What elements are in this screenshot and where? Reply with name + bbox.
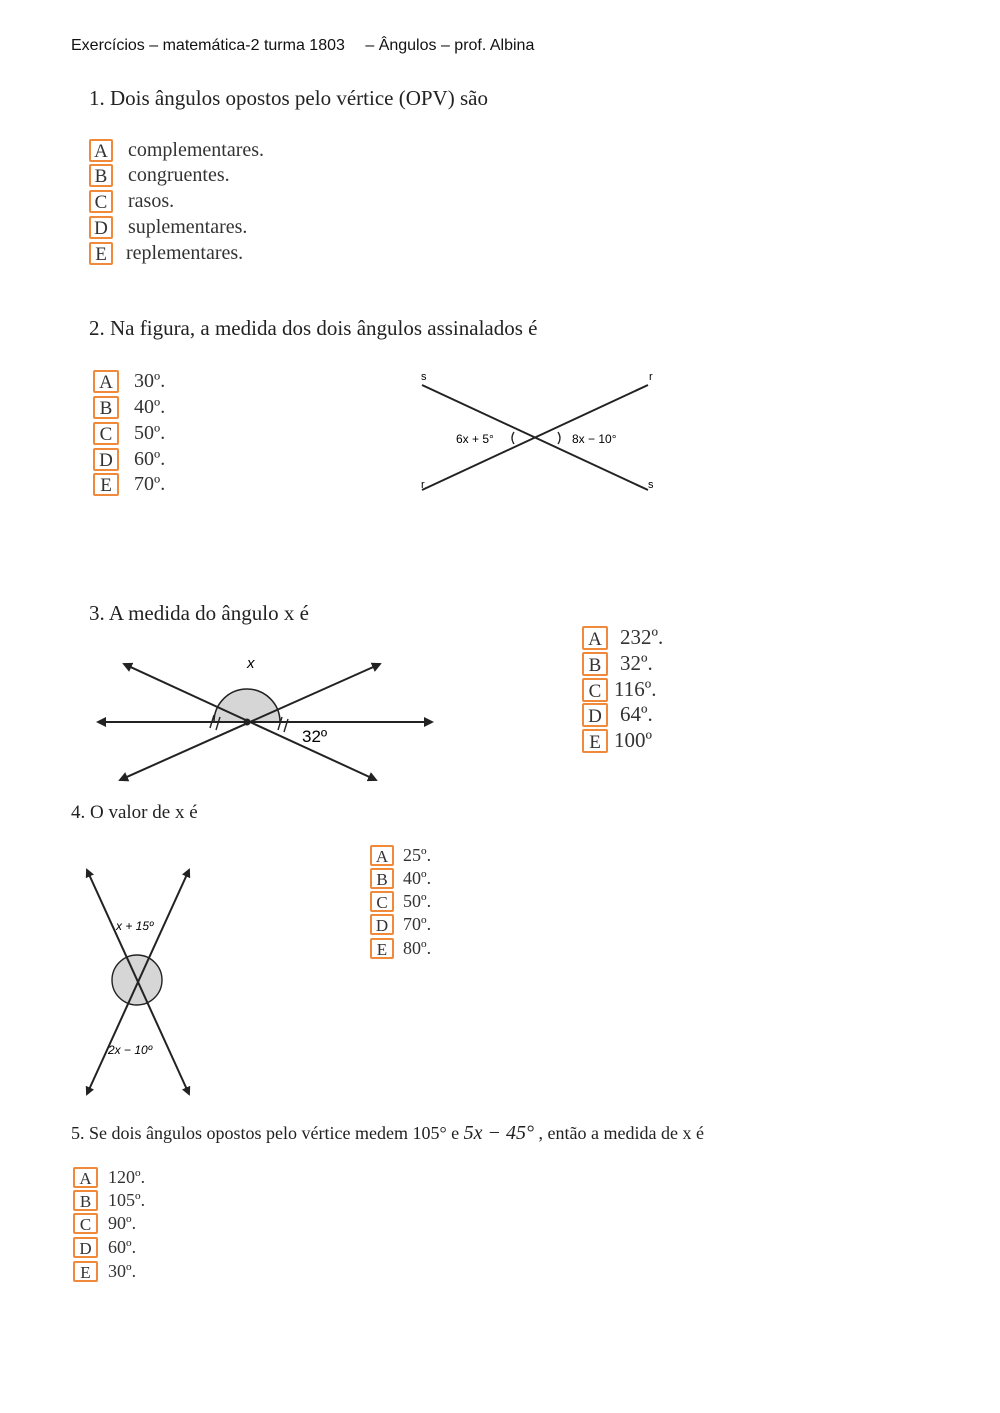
q1-option-d-letter[interactable]: D bbox=[89, 216, 113, 239]
q1-option-a[interactable] bbox=[89, 139, 264, 162]
q1-option-a-text: complementares. bbox=[128, 139, 265, 161]
q2-option-c[interactable] bbox=[93, 422, 165, 445]
q3-option-b-text: 32º. bbox=[620, 651, 653, 675]
q4-option-e-letter[interactable]: E bbox=[370, 938, 394, 959]
q3-option-d[interactable] bbox=[582, 702, 653, 727]
q4-option-c-text: 50º. bbox=[403, 891, 432, 911]
q4-option-e-text: 80º. bbox=[403, 938, 432, 958]
q2-option-b-letter[interactable]: B bbox=[93, 396, 119, 419]
q5-text-start: 5. Se dois ângulos opostos pelo vértice medem 105° e bbox=[71, 1123, 464, 1143]
q4-angle-top-label: x + 15º bbox=[116, 919, 154, 933]
q4-option-b-text: 40º. bbox=[403, 868, 432, 888]
q5-math: 5x − 45° bbox=[463, 1122, 535, 1144]
q4-option-b[interactable] bbox=[370, 868, 431, 889]
q2-option-a-text: 30º. bbox=[134, 370, 166, 392]
q5-option-b-letter[interactable]: B bbox=[73, 1190, 98, 1211]
q3-option-c-text: 116º. bbox=[614, 677, 657, 701]
q2-option-d[interactable] bbox=[93, 448, 165, 471]
q3-option-b[interactable] bbox=[582, 651, 653, 676]
q1-option-c[interactable] bbox=[89, 190, 174, 213]
q2-angle-left-label: 6x + 5° bbox=[456, 432, 494, 446]
q5-option-e[interactable] bbox=[73, 1261, 136, 1282]
q5-option-e-text: 30º. bbox=[108, 1261, 137, 1281]
q1-option-e-text: replementares. bbox=[126, 242, 244, 264]
header-topic: – Ângulos – prof. Albina bbox=[365, 37, 535, 54]
q5-option-d-text: 60º. bbox=[108, 1237, 137, 1257]
q3-option-a-text: 232º. bbox=[620, 625, 664, 649]
q3-option-d-letter[interactable]: D bbox=[582, 703, 608, 727]
question-3-text: 3. A medida do ângulo x é bbox=[89, 601, 309, 625]
q3-option-c-letter[interactable]: C bbox=[582, 678, 608, 702]
q3-label-32: 32º bbox=[302, 727, 328, 746]
question-5-text bbox=[71, 1122, 704, 1145]
q2-option-a[interactable] bbox=[93, 370, 165, 393]
q5-option-b-text: 105º. bbox=[108, 1190, 146, 1210]
page-header bbox=[71, 37, 534, 55]
q3-label-x: x bbox=[247, 655, 255, 672]
q2-option-e-letter[interactable]: E bbox=[93, 473, 119, 496]
q1-option-d-text: suplementares. bbox=[128, 216, 248, 238]
q2-label-s-top: s bbox=[421, 371, 427, 383]
q5-option-c[interactable] bbox=[73, 1213, 136, 1234]
q5-option-d[interactable] bbox=[73, 1237, 136, 1258]
q4-option-d-letter[interactable]: D bbox=[370, 914, 394, 935]
q2-option-d-letter[interactable]: D bbox=[93, 448, 119, 471]
q1-option-d[interactable] bbox=[89, 216, 247, 239]
q4-option-a[interactable] bbox=[370, 845, 431, 866]
q1-option-c-letter[interactable]: C bbox=[89, 190, 113, 213]
q2-label-r-bottom: r bbox=[421, 479, 425, 491]
q2-option-e-text: 70º. bbox=[134, 473, 166, 495]
q3-vertex bbox=[244, 719, 251, 726]
q2-label-r-top: r bbox=[649, 371, 653, 383]
q4-option-d-text: 70º. bbox=[403, 914, 432, 934]
q3-option-e-letter[interactable]: E bbox=[582, 729, 608, 753]
q2-option-b-text: 40º. bbox=[134, 396, 166, 418]
q5-option-c-text: 90º. bbox=[108, 1213, 137, 1233]
q2-angle-right-label: 8x − 10° bbox=[572, 432, 617, 446]
q4-figure-crossed-lines bbox=[75, 862, 205, 1102]
q5-text-end: , então a medida de x é bbox=[534, 1123, 704, 1143]
q5-option-d-letter[interactable]: D bbox=[73, 1237, 98, 1258]
question-4-text: 4. O valor de x é bbox=[71, 802, 198, 823]
q3-figure-three-lines bbox=[90, 648, 440, 790]
q2-option-d-text: 60º. bbox=[134, 448, 166, 470]
q1-option-c-text: rasos. bbox=[128, 190, 175, 212]
q2-option-c-text: 50º. bbox=[134, 422, 166, 444]
q1-option-b[interactable] bbox=[89, 164, 230, 187]
q2-option-c-letter[interactable]: C bbox=[93, 422, 119, 445]
header-course: Exercícios – matemática-2 turma 1803 bbox=[71, 37, 345, 54]
q5-option-a-letter[interactable]: A bbox=[73, 1167, 98, 1188]
q1-option-e-letter[interactable]: E bbox=[89, 242, 113, 265]
q3-option-e[interactable] bbox=[582, 728, 652, 753]
q2-angle-arc-left bbox=[512, 432, 514, 444]
q3-option-a-letter[interactable]: A bbox=[582, 626, 608, 650]
q2-label-s-bottom: s bbox=[648, 479, 654, 491]
q5-option-e-letter[interactable]: E bbox=[73, 1261, 98, 1282]
question-1-text: 1. Dois ângulos opostos pelo vértice (OPV) são bbox=[89, 86, 488, 110]
q1-option-a-letter[interactable]: A bbox=[89, 139, 113, 162]
q3-angle-x-shaded bbox=[214, 689, 280, 722]
q3-option-b-letter[interactable]: B bbox=[582, 652, 608, 676]
q5-option-c-letter[interactable]: C bbox=[73, 1213, 98, 1234]
q3-option-a[interactable] bbox=[582, 625, 663, 650]
q2-option-a-letter[interactable]: A bbox=[93, 370, 119, 393]
q5-option-a-text: 120º. bbox=[108, 1167, 146, 1187]
q4-option-c-letter[interactable]: C bbox=[370, 891, 394, 912]
q1-option-b-letter[interactable]: B bbox=[89, 164, 113, 187]
q2-angle-arc-right bbox=[558, 432, 560, 444]
q4-option-a-letter[interactable]: A bbox=[370, 845, 394, 866]
q3-option-c[interactable] bbox=[582, 677, 656, 702]
question-2-text: 2. Na figura, a medida dos dois ângulos assinalados é bbox=[89, 316, 538, 340]
q4-option-d[interactable] bbox=[370, 914, 431, 935]
q3-option-d-text: 64º. bbox=[620, 702, 653, 726]
q2-option-e[interactable] bbox=[93, 473, 165, 496]
q4-option-b-letter[interactable]: B bbox=[370, 868, 394, 889]
q4-option-e[interactable] bbox=[370, 938, 431, 959]
q5-option-b[interactable] bbox=[73, 1190, 145, 1211]
q4-option-a-text: 25º. bbox=[403, 845, 432, 865]
q1-option-e[interactable] bbox=[89, 242, 243, 265]
q5-option-a[interactable] bbox=[73, 1167, 145, 1188]
q1-option-b-text: congruentes. bbox=[128, 164, 230, 186]
q2-figure-crossed-lines bbox=[410, 360, 670, 500]
q4-angle-bottom-label: 2x − 10º bbox=[108, 1043, 153, 1057]
q2-option-b[interactable] bbox=[93, 396, 165, 419]
q4-option-c[interactable] bbox=[370, 891, 431, 912]
q3-option-e-text: 100º bbox=[614, 728, 653, 752]
